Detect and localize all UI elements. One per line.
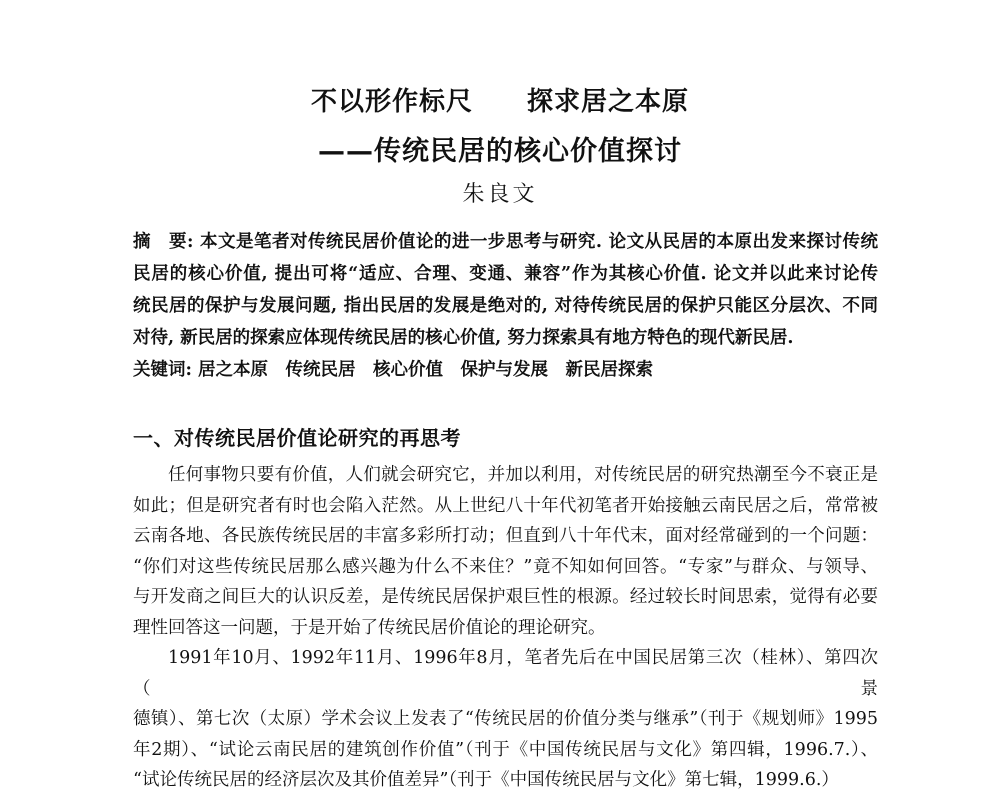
text-line: 如此；但是研究者有时也会陷入茫然。从上世纪八十年代初笔者开始接触云南民居之后，常常被 bbox=[133, 495, 878, 516]
text-line: 任何事物只要有价值，人们就会研究它，并加以利用，对传统民居的研究热潮至今不衰正是 bbox=[168, 465, 878, 485]
text-line: 对待, 新民居的探索应体现传统民居的核心价值, 努力探索具有地方特色的现代新民居. bbox=[133, 328, 794, 348]
section-heading: 一、对传统民居价值论研究的再思考 bbox=[133, 426, 461, 450]
text-line: 云南各地、各民族传统民居的丰富多彩所打动；但直到八十年代末，面对经常碰到的一个问题： bbox=[133, 526, 878, 546]
text-line: 摘 要: 本文是笔者对传统民居价值论的进一步思考与研究. 论文从民居的本原出发来探讨传统 bbox=[133, 232, 878, 252]
body-text-block bbox=[133, 460, 878, 796]
text-line: “试论传统民居的经济层次及其价值差异”（刊于《中国传统民居与文化》第七辑，1999.6.） bbox=[133, 770, 839, 790]
text-line: 统民居的保护与发展问题, 指出民居的发展是绝对的, 对待传统民居的保护只能区分层次、不同 bbox=[133, 296, 878, 316]
text-line: 民居的核心价值, 提出可将“适应、合理、变通、兼容”作为其核心价值. 论文并以此来讨论传 bbox=[133, 264, 878, 284]
text-line: 1991年10月、1992年11月、1996年8月，笔者先后在中国民居第三次（桂林）、第四次（景 bbox=[133, 648, 878, 699]
abstract-block bbox=[133, 226, 878, 354]
text-line: 年2期）、“试论云南民居的建筑创作价值”（刊于《中国传统民居与文化》第四辑，1996.7.）、 bbox=[133, 739, 878, 760]
text-line: 理性回答这一问题，于是开始了传统民居价值论的理论研究。 bbox=[133, 617, 606, 638]
text-line: “你们对这些传统民居那么感兴趣为什么不来住？”竟不知如何回答。“专家”与群众、与领导、 bbox=[133, 556, 878, 577]
keywords-line: 关键词: 居之本原 传统民居 核心价值 保护与发展 新民居探索 bbox=[133, 360, 654, 380]
paper-title-line2: ——传统民居的核心价值探讨 bbox=[318, 136, 682, 167]
text-line: 德镇）、第七次（太原）学术会议上发表了“传统民居的价值分类与继承”（刊于《规划师》1995 bbox=[133, 709, 878, 729]
author-name: 朱良文 bbox=[462, 182, 538, 207]
text-line: 与开发商之间巨大的认识反差，是传统民居保护艰巨性的根源。经过较长时间思索，觉得有必要 bbox=[133, 587, 878, 607]
paper-title-line1: 不以形作标尺 探求居之本原 bbox=[310, 87, 689, 117]
